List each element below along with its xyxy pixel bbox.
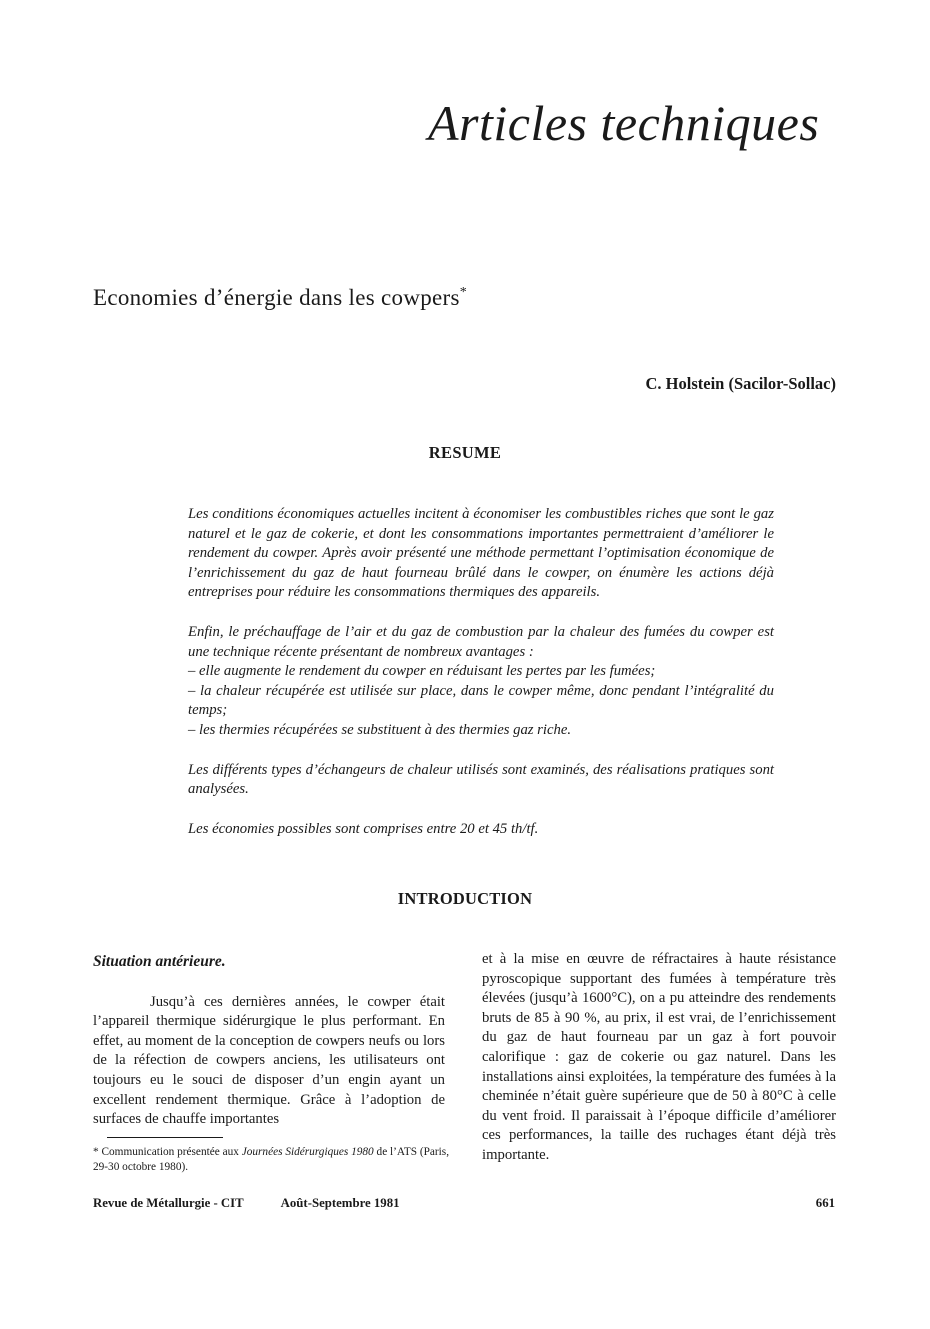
abstract-list-item: – les thermies récupérées se substituent à des thermies gaz riche. — [188, 721, 572, 738]
footnote-text-after: de l’ATS (Paris, 29-30 octobre 1980). — [93, 1146, 450, 1173]
page-number: 661 — [815, 1196, 835, 1210]
resume-heading: RESUME — [428, 443, 502, 462]
article-title — [93, 285, 467, 311]
title-footnote-mark: * — [459, 285, 468, 300]
footer-date: Août-Septembre 1981 — [280, 1196, 400, 1210]
page-footer — [93, 1196, 400, 1211]
footnote-event: Journées Sidérurgiques 1980 — [241, 1146, 374, 1158]
abstract — [188, 505, 774, 859]
abstract-list-item: – la chaleur récupérée est utilisée sur place, dans le cowper même, donc pendant l’intégralité du temps; — [188, 682, 774, 719]
journal-section-title: Articles techniques — [428, 95, 820, 151]
abstract-paragraph-2 — [188, 623, 774, 741]
abstract-list-item: – elle augmente le rendement du cowper en réduisant les pertes par les fumées; — [188, 663, 656, 680]
abstract-paragraph-3: Les différents types d’échangeurs de chaleur utilisés sont examinés, des réalisations pratiques sont analysées. — [188, 761, 774, 798]
left-column-text: Jusqu’à ces dernières années, le cowper était l’appareil thermique sidérurgique le plus performant. En effet, au moment de la conception de cowpers neufs ou lors de la réfection de cowpers anciens, les utilisateurs ont toujours eu le souci de disposer d’un engin ayant un excellent rendement thermique. Grâce à l’adoption de surfaces de chauffe importantes — [93, 993, 445, 1128]
article-title-text: Economies d’énergie dans les cowpers — [93, 285, 460, 310]
footnote-mark: * — [93, 1146, 99, 1158]
footnote-text-before: Communication présentée aux — [101, 1146, 239, 1158]
right-column — [482, 950, 836, 1166]
left-column — [93, 950, 445, 1130]
abstract-paragraph-1: Les conditions économiques actuelles incitent à économiser les combustibles riches que sont le gaz naturel et le gaz de cokerie, et dont les consommations importantes permettraient d’améliorer le rendement du cowper. Après avoir présenté une méthode permettant l’optimisation économique de l’enrichissement du gaz de haut fourneau brûlé dans le cowper, on énumère les actions déjà entreprises pour réduire les consommations thermiques des appareils. — [188, 506, 774, 601]
footer-journal: Revue de Métallurgie - CIT — [93, 1196, 244, 1210]
abstract-paragraph-4: Les économies possibles sont comprises entre 20 et 45 th/tf. — [188, 820, 539, 837]
author-line: C. Holstein (Sacilor-Sollac) — [645, 374, 836, 393]
subsection-heading: Situation antérieure. — [93, 953, 226, 970]
introduction-heading: INTRODUCTION — [397, 889, 533, 908]
footnote-rule — [107, 1137, 223, 1138]
abstract-p2-intro: Enfin, le préchauffage de l’air et du gaz de combustion par la chaleur des fumées du cowper est une technique récente présentant de nombreux avantages : — [188, 623, 774, 660]
footnote — [93, 1145, 453, 1174]
right-column-text: et à la mise en œuvre de réfractaires à haute résistance pyroscopique supportant des fumées à température très élevées (jusqu’à 1600°C), on a pu atteindre des rendements bruts de 85 à 90 %, au prix, il est vrai, de l’enrichissement du gaz de haut fourneau par un gaz à fort pouvoir calorifique : gaz de cokerie ou gaz naturel. Dans les installations ainsi exploitées, la température des fumées à la cheminée n’était guère supérieure que de 50 à 80°C à celle du vent froid. Il paraissait à l’époque difficile d’améliorer ces performances, la taille des ruchages étant déjà très importante. — [482, 951, 836, 1163]
